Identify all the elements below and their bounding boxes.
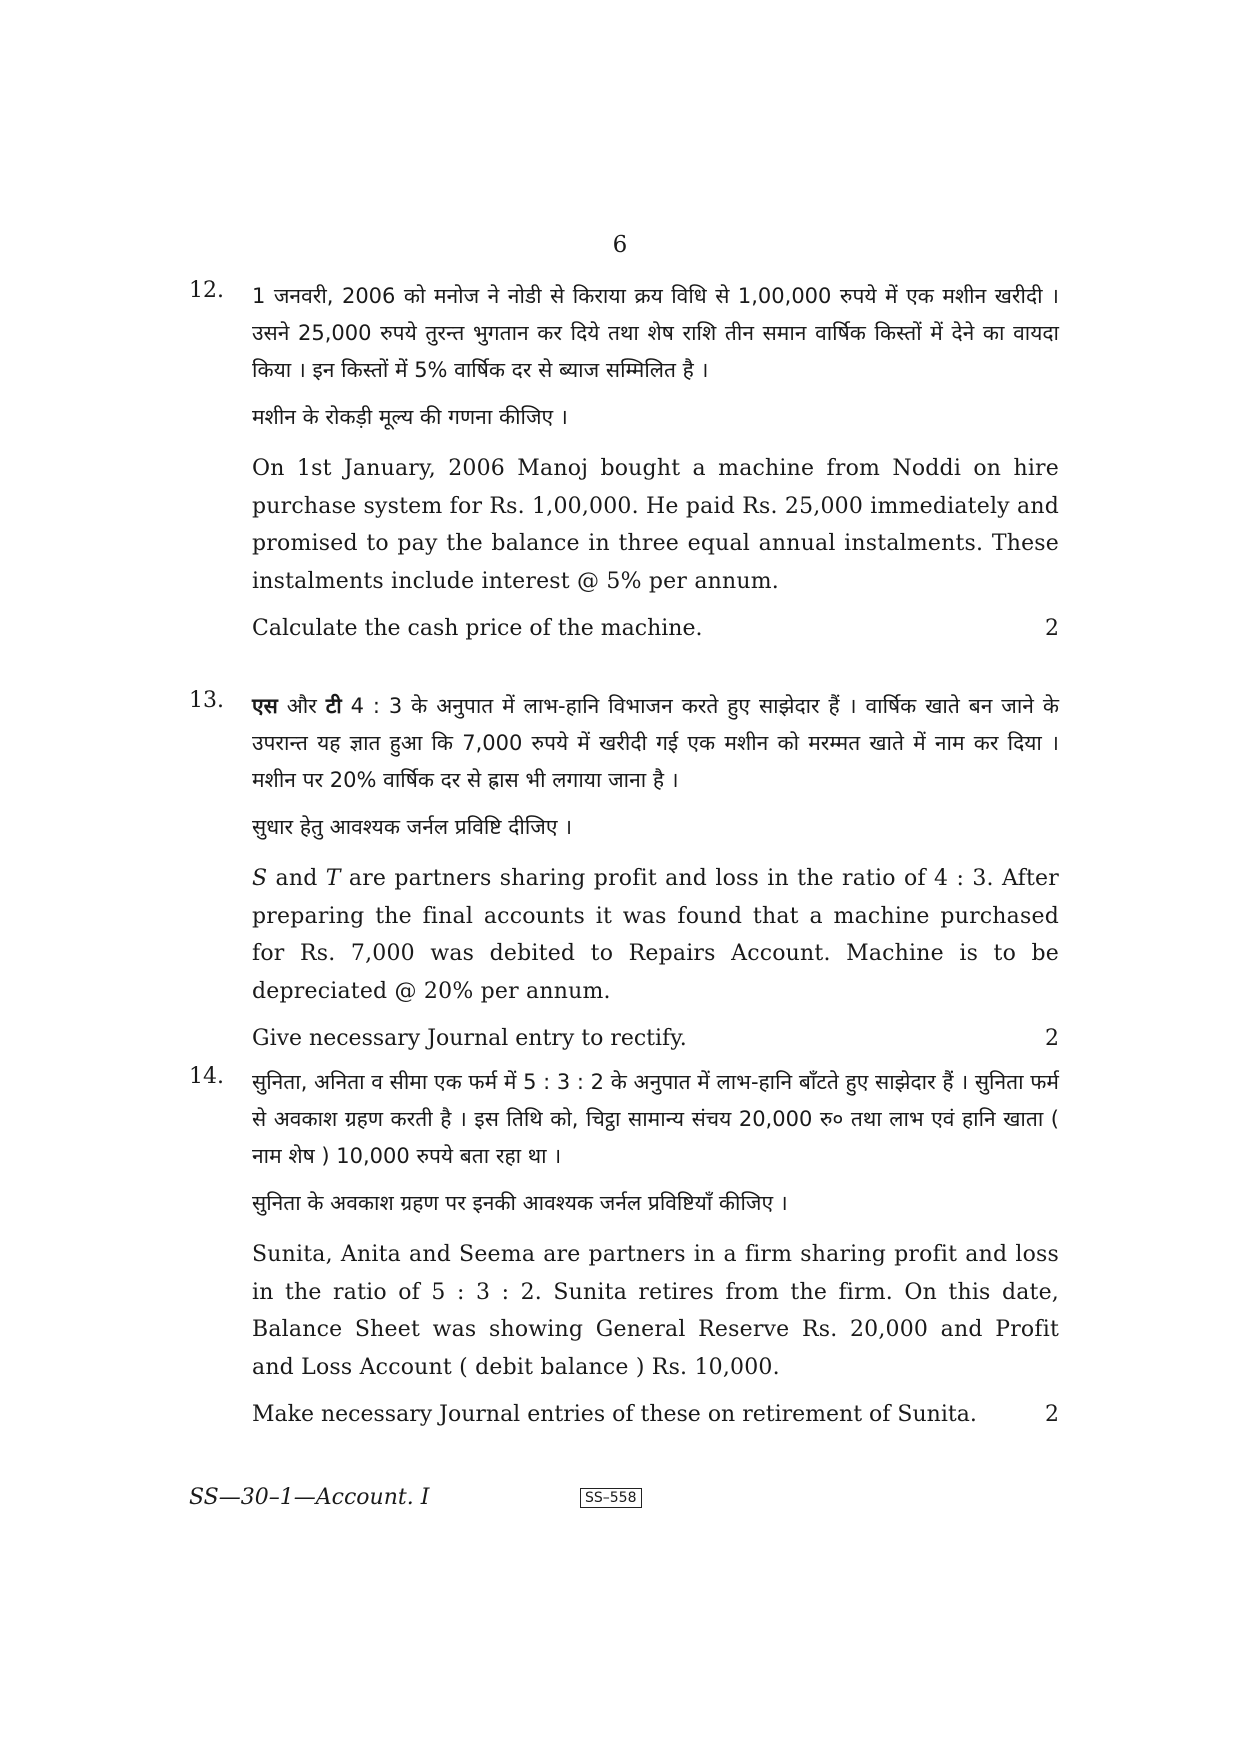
paper-code: SS—30–1—Account. I <box>189 1485 430 1510</box>
page-number: 6 <box>612 232 628 258</box>
question-english-instruction-row <box>252 1396 1059 1433</box>
question-english-text: Sunita, Anita and Seema are partners in a firm sharing profit and loss in the ratio of 5 : 3 : 2. Sunita retires from the firm. On this date, Balance Sheet was showing General Reserve Rs. 20,000 and Profit and Loss Account ( debit balance ) Rs. 10,000. <box>252 1242 1059 1380</box>
question-english-text <box>252 860 1059 1010</box>
hindi-conjunction: और <box>277 694 326 718</box>
english-conjunction: and <box>267 866 326 891</box>
hindi-body: 4 : 3 के अनुपात में लाभ-हानि विभाजन करते हुए साझेदार हैं । वार्षिक खाते बन जाने के उपरान्त यह ज्ञात हुआ कि 7,000 रुपये में खरीदी गई एक मशीन को मरम्मत खाते में नाम कर दिया । मशीन पर 20% वार्षिक दर से ह्रास भी लगाया जाना है । <box>252 694 1059 792</box>
question-13 <box>189 688 1059 1057</box>
question-14 <box>189 1064 1059 1433</box>
partner-t-italic: T <box>325 866 341 891</box>
question-english-instruction: Make necessary Journal entries of these on retirement of Sunita. <box>252 1402 977 1427</box>
question-hindi-text: 1 जनवरी, 2006 को मनोज ने नोडी से किराया क्रय विधि से 1,00,000 रुपये में एक मशीन खरीदी । उसने 25,000 रुपये तुरन्त भुगतान कर दिये तथा शेष राशि तीन समान वार्षिक किस्तों में देने का वायदा किया । इन किस्तों में 5% वार्षिक दर से ब्याज सम्मिलित है । <box>252 284 1059 382</box>
question-marks: 2 <box>1045 616 1059 641</box>
partner-name-t: टी <box>325 694 342 718</box>
partner-name-s: एस <box>252 694 278 718</box>
question-hindi-instruction: मशीन के रोकड़ी मूल्य की गणना कीजिए । <box>252 405 568 429</box>
question-english-instruction: Calculate the cash price of the machine. <box>252 616 703 641</box>
question-number: 14. <box>189 1064 224 1089</box>
question-marks: 2 <box>1045 1402 1059 1427</box>
paper-serial-box: SS–558 <box>580 1488 642 1508</box>
question-hindi-text <box>252 688 1059 799</box>
question-hindi-instruction: सुधार हेतु आवश्यक जर्नल प्रविष्टि दीजिए । <box>252 815 573 839</box>
question-number: 13. <box>189 688 224 713</box>
question-marks: 2 <box>1045 1026 1059 1051</box>
english-body: are partners sharing profit and loss in the ratio of 4 : 3. After preparing the final accounts it was found that a machine purchased for Rs. 7,000 was debited to Repairs Account. Machine is to be depreciated @ 20% per annum. <box>252 866 1059 1004</box>
question-english-instruction: Give necessary Journal entry to rectify. <box>252 1026 687 1051</box>
question-hindi-text: सुनिता, अनिता व सीमा एक फर्म में 5 : 3 : 2 के अनुपात में लाभ-हानि बाँटते हुए साझेदार हैं । सुनिता फर्म से अवकाश ग्रहण करती है । इस तिथि को, चिट्ठा सामान्य संचय 20,000 रु० तथा लाभ एवं हानि खाता ( नाम शेष ) 10,000 रुपये बता रहा था । <box>252 1070 1059 1168</box>
question-english-instruction-row <box>252 610 1059 647</box>
question-hindi-instruction: सुनिता के अवकाश ग्रहण पर इनकी आवश्यक जर्नल प्रविष्टियाँ कीजिए । <box>252 1191 788 1215</box>
partner-s-italic: S <box>252 866 268 891</box>
question-number: 12. <box>189 278 224 303</box>
question-english-text: On 1st January, 2006 Manoj bought a machine from Noddi on hire purchase system for Rs. 1,00,000. He paid Rs. 25,000 immediately and promised to pay the balance in three equal annual instalments. These instalments include interest @ 5% per annum. <box>252 456 1059 594</box>
question-12 <box>189 278 1059 647</box>
question-english-instruction-row <box>252 1020 1059 1057</box>
